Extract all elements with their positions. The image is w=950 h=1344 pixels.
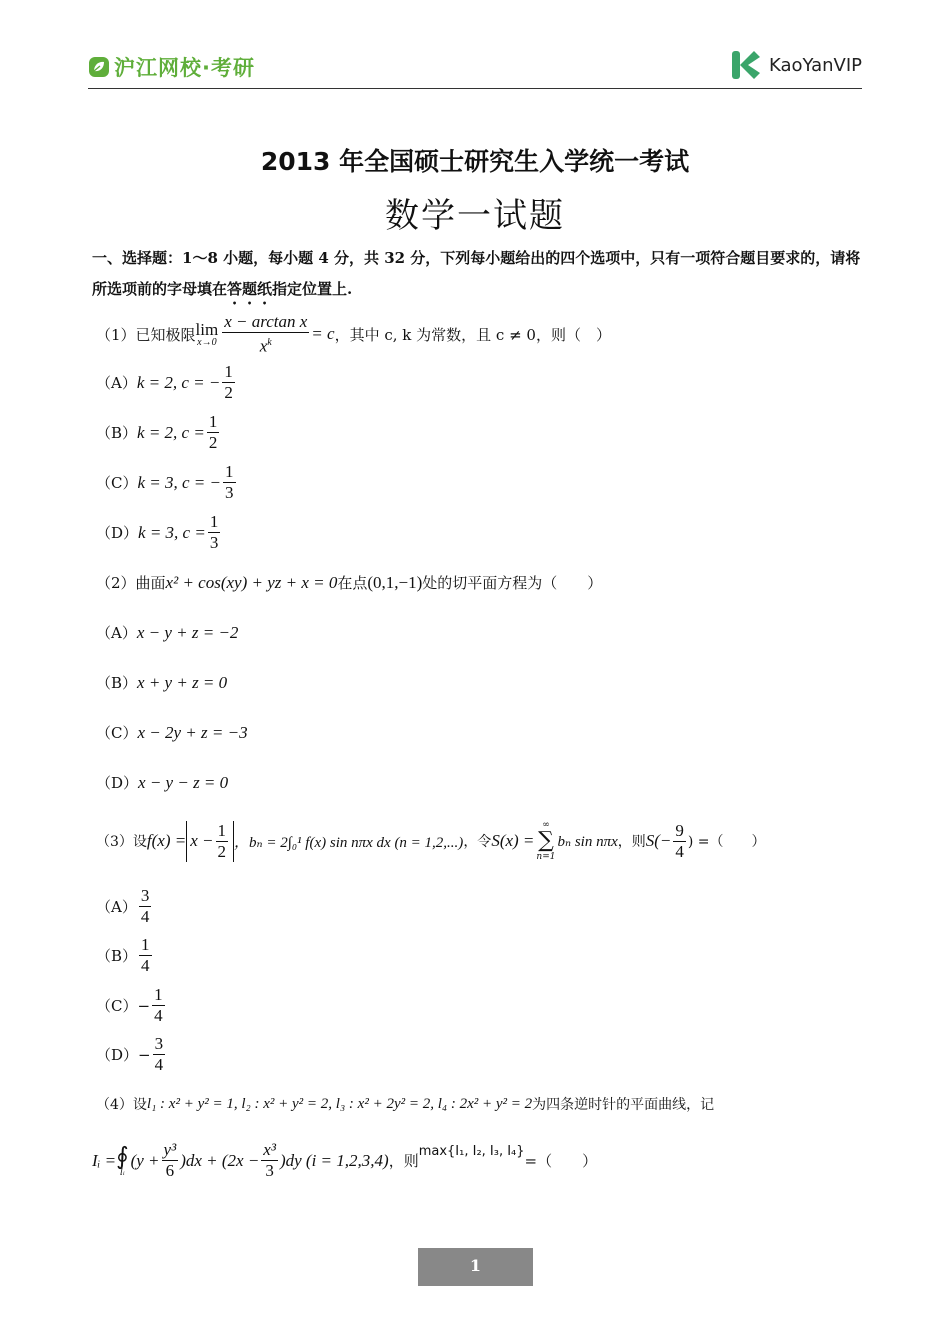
option-expr: x − y − z = 0: [138, 772, 229, 792]
q3-let: ，令: [463, 834, 492, 850]
option-fraction: [222, 362, 235, 403]
q3-option-b[interactable]: [96, 935, 154, 976]
option-label: （A）: [96, 624, 137, 642]
option-fraction: [139, 935, 152, 976]
option-expr: x − y + z = −2: [136, 622, 239, 642]
q2-option-d[interactable]: [96, 772, 228, 793]
frac-den: 4: [154, 1055, 164, 1074]
q1-option-b[interactable]: [96, 412, 221, 453]
section-instructions: [92, 243, 862, 308]
q4-tail: 为四条逆时针的平面曲线，记: [532, 1097, 715, 1113]
frac-den: 4: [675, 841, 684, 861]
frac-num: 3: [140, 886, 150, 905]
q3-s-fraction: [673, 821, 686, 862]
option-fraction: [153, 1034, 166, 1075]
question-3: [96, 820, 766, 862]
option-expr: k = 3, c = −: [137, 472, 221, 492]
q3-absolute-value: [186, 821, 234, 862]
limit-operator: [196, 320, 219, 348]
option-label: （A）: [96, 374, 137, 392]
q1-tail: ，其中 c, k 为常数，且 c ≠ 0，则（ ）: [334, 325, 611, 344]
kaoyanvip-brand[interactable]: [729, 48, 862, 82]
page-header: [88, 44, 862, 89]
option-label: （D）: [96, 1046, 139, 1064]
option-sign: −: [138, 1045, 151, 1064]
lim-sub: x→0: [197, 337, 217, 349]
q1-equals: = c: [311, 324, 335, 344]
q1-fraction: [222, 312, 309, 357]
frac-num: 9: [675, 820, 684, 840]
answer-sheet-emphasis: 答题纸: [227, 280, 273, 298]
q3-option-c[interactable]: [96, 985, 167, 1026]
option-expr: x + y + z = 0: [137, 672, 228, 692]
frac-num: 1: [154, 985, 163, 1004]
q3-option-a[interactable]: [96, 886, 153, 927]
q4-part1: (y +: [130, 1150, 160, 1170]
frac-den: 4: [140, 907, 150, 926]
q4-frac2: [261, 1140, 278, 1181]
q2-tail: 处的切平面方程为（ ）: [422, 574, 603, 592]
q2-mid: 在点: [337, 574, 368, 592]
q2-surface: x² + cos(xy) + yz + x = 0: [165, 572, 338, 592]
option-expr: k = 2, c = −: [136, 372, 221, 392]
q4-end: =（ ）: [524, 1152, 598, 1170]
q4-label: （4）设: [96, 1097, 147, 1113]
integral-sub: lᵢ: [119, 1167, 125, 1178]
option-label: （B）: [96, 424, 138, 442]
q3-series: bₙ sin nπx: [557, 833, 618, 850]
hujiang-brand[interactable]: [88, 52, 255, 82]
q2-point: (0,1,−1): [367, 572, 423, 592]
option-label: （D）: [96, 774, 139, 792]
frac-num: 1: [141, 935, 150, 954]
q2-option-b[interactable]: [96, 672, 227, 693]
page-number: 1: [418, 1248, 533, 1286]
option-expr: k = 2, c =: [137, 422, 205, 442]
exam-subtitle: 数学一试题: [385, 196, 565, 236]
option-fraction: [223, 462, 236, 503]
option-label: （C）: [96, 474, 138, 492]
frac-den: 4: [141, 956, 150, 975]
frac-den: 2: [208, 433, 218, 452]
q4-frac1: [162, 1140, 179, 1181]
instructions-tail: 指定位置上.: [272, 280, 353, 298]
right-brand-text: KaoYanVIP: [769, 54, 862, 76]
frac-den: 3: [225, 483, 234, 502]
option-fraction: [139, 886, 152, 927]
question-2: [96, 572, 602, 593]
q1-numerator: x − arctan x: [224, 312, 308, 331]
frac-num: 1: [209, 512, 219, 531]
option-expr: x − 2y + z = −3: [137, 722, 248, 742]
q3-s-tail: ) =（ ）: [687, 834, 766, 850]
q3-sx: S(x) =: [491, 831, 535, 850]
q3-s-arg: S(−: [645, 831, 672, 850]
option-label: （C）: [96, 997, 138, 1015]
contour-integral-symbol: ∮ lᵢ: [116, 1141, 129, 1178]
frac-num: 1: [208, 412, 218, 431]
q4-part3: )dy (i = 1,2,3,4): [279, 1150, 389, 1170]
frac-num: x³: [263, 1140, 276, 1159]
k-logo-icon: [729, 48, 763, 82]
abs-fraction: [216, 821, 229, 862]
frac-den: 3: [265, 1161, 274, 1180]
abs-expr: x −: [190, 831, 214, 850]
q3-then: ，则: [617, 834, 646, 850]
option-label: （B）: [96, 947, 138, 965]
leaf-logo-icon: [88, 56, 110, 78]
q1-denominator: x: [259, 336, 268, 356]
frac-num: 1: [225, 462, 234, 481]
left-brand-text: 沪江网校·考研: [114, 56, 255, 80]
q3-fx: f(x) =: [146, 831, 187, 850]
option-label: （A）: [96, 898, 137, 916]
q2-label: （2）曲面: [96, 574, 166, 592]
option-fraction: [152, 985, 165, 1026]
q1-label: （1）已知极限: [96, 325, 196, 344]
q4-then: ，则: [388, 1152, 419, 1170]
frac-den: 4: [154, 1006, 163, 1025]
summation-symbol: ∞ ∑ n=1: [536, 820, 556, 862]
question-4: [96, 1094, 714, 1114]
frac-num: y³: [163, 1140, 177, 1159]
frac-num: 3: [154, 1034, 164, 1053]
q4-lhs: Iᵢ =: [92, 1150, 117, 1170]
option-fraction: [208, 512, 221, 553]
q1-option-a[interactable]: [96, 362, 237, 403]
lim-text: lim: [195, 320, 219, 340]
q3-bn: ，bₙ = 2∫₀¹ f(x) sin nπx dx (n = 1,2,...): [234, 834, 464, 851]
option-expr: k = 3, c =: [138, 522, 206, 542]
frac-den: 2: [217, 841, 227, 861]
q4-integral-line: [92, 1140, 597, 1181]
q2-option-a[interactable]: [96, 622, 238, 643]
frac-den: 3: [209, 533, 219, 552]
sum-top: ∞: [542, 820, 550, 830]
frac-den: 6: [165, 1161, 175, 1180]
frac-den: 2: [224, 383, 233, 402]
frac-num: 1: [224, 362, 233, 381]
q1-option-d[interactable]: [96, 512, 222, 553]
frac-num: 1: [217, 820, 227, 840]
q4-curves: l₁ : x² + y² = 1, l₂ : x² + y² = 2, l₃ : x² + 2y² = 2, l₄ : 2x² + y² = 2: [146, 1095, 533, 1112]
question-1: [96, 312, 611, 357]
instructions-text: 一、选择题：1～8 小题，每小题 4 分，共 32 分，下列每小题给出的四个选项中，只有一项符合题目要求的，请将所选项前的字母填在: [92, 249, 861, 298]
option-label: （B）: [96, 674, 138, 692]
option-label: （C）: [96, 724, 138, 742]
q4-part2: )dx + (2x −: [180, 1150, 260, 1170]
q2-option-c[interactable]: [96, 722, 248, 743]
option-label: （D）: [96, 524, 139, 542]
sum-bottom: n=1: [536, 852, 556, 862]
option-sign: −: [137, 996, 151, 1015]
q1-exponent: k: [267, 337, 272, 348]
q1-option-c[interactable]: [96, 462, 238, 503]
q3-option-d[interactable]: [96, 1034, 167, 1075]
q4-max: max{I₁, I₂, I₃, I₄}: [418, 1144, 525, 1159]
q3-label: （3）设: [96, 834, 147, 850]
option-fraction: [207, 412, 220, 453]
exam-title: 2013 年全国硕士研究生入学统一考试: [260, 147, 690, 176]
